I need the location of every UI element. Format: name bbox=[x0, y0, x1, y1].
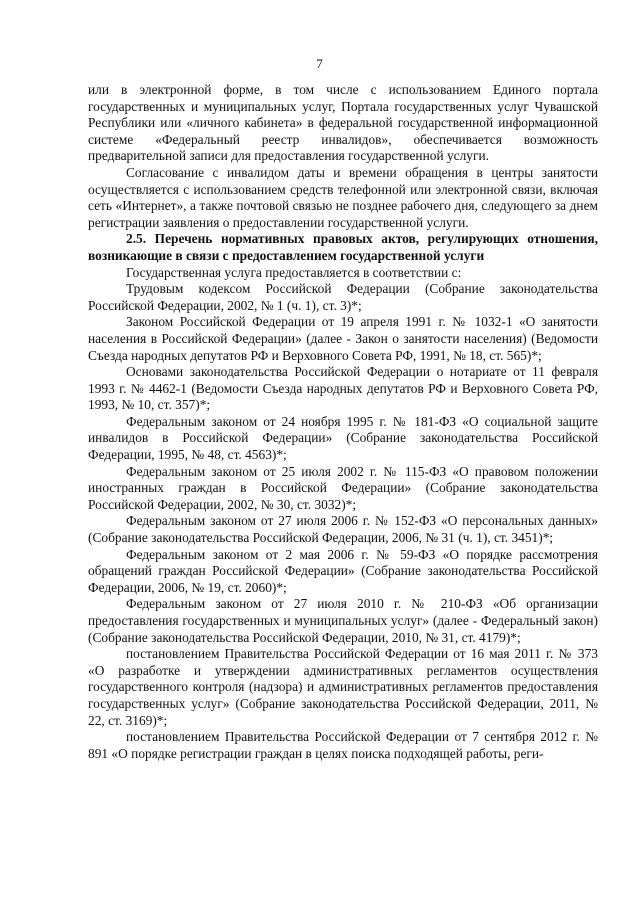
legal-act-item: Федеральным законом от 24 ноября 1995 г. № 181-ФЗ «О социальной защите инвалидов в Российской Федерации» (Собрание законодательства Российской Федерации, 1995, № 48, ст. 4563)*; bbox=[88, 413, 598, 463]
legal-act-item: Основами законодательства Российской Федерации о нотариате от 11 февраля 1993 г. № 4462-1 (Ведомости Съезда народных депутатов РФ и Верховного Совета РФ, 1993, № 10, ст. 357)*; bbox=[88, 364, 598, 413]
legal-act-item: постановлением Правительства Российской Федерации от 16 мая 2011 г. № 373 «О разработке и утверждении административных регламентов осуществления государственного контроля (надзора) и административных регламентов предоставления государственных услуг» (Собрание законодательства Российской Федерации, 2011, № 22, ст. 3169)*; bbox=[88, 646, 598, 728]
document-body bbox=[88, 82, 598, 762]
legal-act-item: Трудовым кодексом Российской Федерации (Собрание законодательства Российской Федерации, 2002, № 1 (ч. 1), ст. 3)*; bbox=[88, 281, 598, 313]
legal-act-item: Федеральным законом от 25 июля 2002 г. № 115-ФЗ «О правовом положении иностранных граждан в Российской Федерации» (Собрание законодательства Российской Федерации, 2002, № 30, ст. 3032)*; bbox=[88, 463, 598, 512]
paragraph-intro: Государственная услуга предоставляется в соответствии с: bbox=[126, 264, 462, 280]
paragraph-scheduling: Согласование с инвалидом даты и времени обращения в центры занятости осуществляется с использованием средств телефонной или электронной связи, включая сеть «Интернет», а также почтовой связью не позднее рабочего дня, следующего за днем регистрации заявления о предоставлении государственной услуги. bbox=[88, 164, 598, 230]
paragraph-continuation: или в электронной форме, в том числе с использованием Единого портала государственных и муниципальных услуг, Портала государственных услуг Чувашской Республики или «личного кабинета» в федеральной государственной информационной системе «Федеральный реестр инвалидов», обеспечивается возможность предварительной записи для предоставления государственной услуги. bbox=[88, 82, 598, 164]
legal-act-item: Федеральным законом от 27 июля 2010 г. № 210-ФЗ «Об организации предоставления государственных и муниципальных услуг» (далее - Федеральный закон) (Собрание законодательства Российской Федерации, 2010, № 31, ст. 4179)*; bbox=[88, 596, 598, 645]
legal-act-item: Федеральным законом от 2 мая 2006 г. № 59-ФЗ «О порядке рассмотрения обращений граждан Российской Федерации» (Собрание законодательства Российской Федерации, 2006, № 19, ст. 2060)*; bbox=[88, 546, 598, 595]
page-number: 7 bbox=[316, 56, 323, 71]
legal-act-item: Федеральным законом от 27 июля 2006 г. № 152-ФЗ «О персональных данных» (Собрание законодательства Российской Федерации, 2006, № 31 (ч. 1), ст. 3451)*; bbox=[88, 513, 598, 546]
legal-act-item: Законом Российской Федерации от 19 апреля 1991 г. № 1032-1 «О занятости населения в Российской Федерации» (далее - Закон о занятости населения) (Ведомости Съезда народных депутатов РФ и Верховного Совета РФ, 1991, № 18, ст. 565)*; bbox=[88, 314, 598, 363]
section-heading: 2.5. Перечень нормативных правовых актов, регулирующих отношения, возникающие в связи с предоставлением государственной услуги bbox=[88, 231, 598, 263]
legal-act-item: постановлением Правительства Российской Федерации от 7 сентября 2012 г. № 891 «О порядке регистрации граждан в целях поиска подходящей работы, реги- bbox=[88, 729, 598, 761]
